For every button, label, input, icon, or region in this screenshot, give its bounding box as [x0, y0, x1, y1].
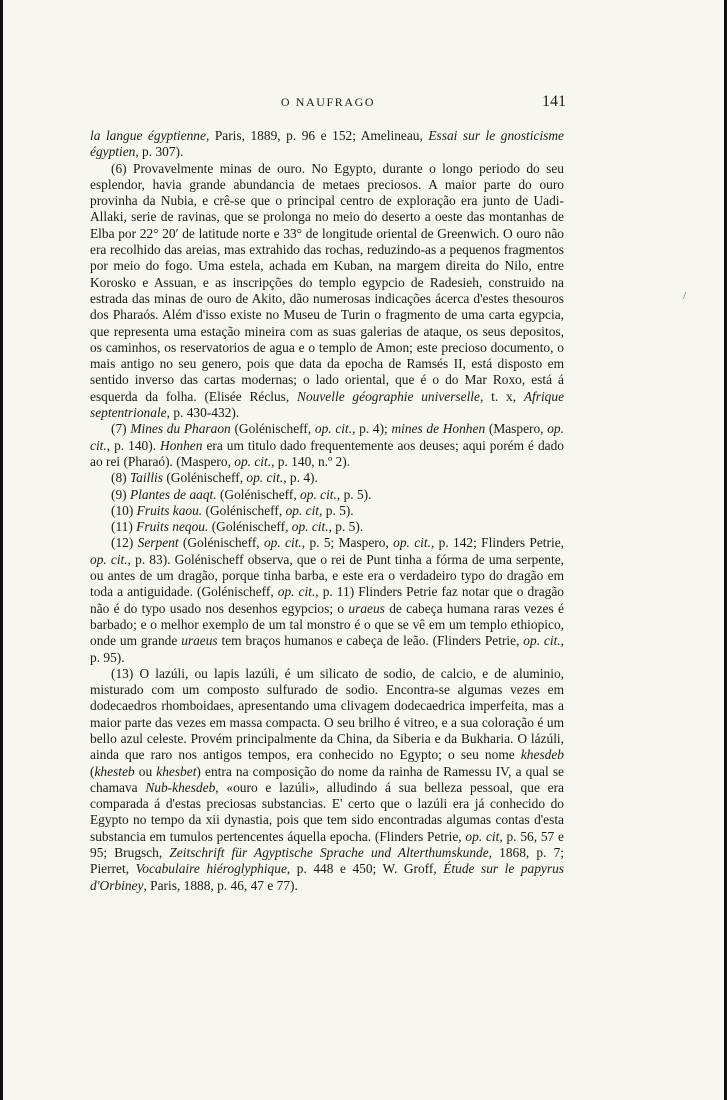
footnote-paragraph — [90, 535, 564, 665]
margin-mark: / — [682, 290, 686, 302]
text-run: (Maspero, — [485, 421, 548, 437]
text-run: (Golénischeff, — [162, 470, 247, 486]
footnote-paragraph — [90, 666, 564, 894]
text-run: , p. 95). — [90, 633, 564, 665]
italic-run: op. cit — [465, 828, 500, 844]
text-run: ou — [134, 763, 157, 779]
text-run: , p. 307). — [135, 144, 184, 160]
text-run: era um titulo dado frequentemente aos deuses; aqui porém é dado ao rei (Pharaó). (Maspero, — [90, 437, 564, 469]
text-run: (11) — [111, 519, 137, 535]
text-run: , p. 5). — [336, 486, 372, 502]
footnote-paragraph — [90, 470, 564, 486]
italic-run: Serpent — [137, 535, 179, 551]
text-run: , «ouro e lazúli», alludindo á sua belleza pessoal, que era comparada á d'estas preciosas substancias. E' certo que o lazúli era já conhecido do Egypto no tempo da xii dynastia, pois que tem sido encontradas algumas contas d'esta substancia em tumulos pertencentes áquella epocha. (Flinders Petrie, — [90, 779, 564, 844]
italic-run: khesdeb — [520, 747, 564, 763]
text-run: , p. 56, 57 e 95; Brugsch, — [90, 828, 564, 861]
italic-run: Nouvelle géographie universelle — [297, 388, 480, 404]
text-run: , p. 140). — [106, 437, 161, 453]
running-header — [90, 93, 566, 113]
text-run: , p. 448 e 450; W. Groff, — [286, 861, 444, 877]
text-run: , p. 5). — [319, 502, 354, 518]
text-run: , p. 5; Maspero, — [301, 535, 394, 551]
text-run: , p. 4); — [352, 421, 392, 437]
footnote-paragraph — [90, 503, 564, 519]
italic-run: khesbet — [156, 763, 197, 779]
italic-run: Nub-khesdeb — [145, 779, 216, 795]
italic-run: op. cit. — [90, 551, 128, 567]
italic-run: op. cit. — [300, 486, 337, 502]
italic-run: khesteb — [94, 763, 135, 779]
footnote-paragraph — [90, 161, 564, 422]
footnote-paragraph — [90, 487, 564, 503]
text-run: (Golénischeff, — [178, 535, 264, 551]
italic-run: op. cit. — [277, 584, 316, 600]
text-run: tem braços humanos e cabeça de leão. (Flinders Petrie, — [217, 633, 524, 649]
text-run: (7) — [111, 421, 131, 437]
text-run: (12) — [111, 535, 138, 551]
italic-run: op. cit. — [523, 633, 561, 649]
italic-run: mines de Honhen — [391, 421, 486, 437]
italic-run: op. cit. — [90, 421, 564, 453]
text-run: (6) Provavelmente minas de ouro. No Egypto, durante o longo periodo do seu esplendor, havia grande abundancia de metaes preciosos. A maior parte do ouro provinha da Nubia, e crê-se que o principal centro de exploração era junto de Uadi-Allaki, serie de ravinas, que se prolonga no meio do deserto a oeste das montanhas de Elba por 22° 20′ de latitude norte e 33° de longitude oriental de Greenwich. O ouro não era recolhido das areias, mas extrahido das rochas, reduzindo-as a pequenos fragmentos por meio do fogo. Uma estela, achada em Kuban, na margem direita do Nilo, entre Korosko e Assuan, e as inscripções do templo egypcio de Radesieh, construido na estrada das minas de ouro de Akito, dão numerosas indicações ácerca d'estes thesouros dos Pharaós. Além d'isso existe no Museu de Turin o fragmento de uma carta egypcia, que representa uma estação mineira com as suas galerias de ataque, os seus depositos, os caminhos, os reservatorios de agua e o templo de Amon; este precioso documento, o mais antigo no seu genero, pois que data da epocha de Ramsés II, está disposto em sentido inverso das cartas modernas; o lado oriental, que é o do Mar Roxo, está á esquerda da folha. (Elisée Réclus, — [90, 160, 564, 404]
text-run: (8) — [111, 470, 130, 486]
italic-run: Zeitschrift für Agyptische Sprache und Alterthumskunde — [169, 845, 489, 861]
text-run: (Golénischeff, — [202, 502, 286, 518]
text-run: ( — [90, 763, 95, 779]
text-run: , p. 5). — [328, 519, 364, 535]
page-number: 141 — [542, 93, 566, 110]
italic-run: Mines du Pharaon — [130, 421, 231, 437]
italic-run: Honhen — [160, 437, 203, 453]
italic-run: uraeus — [348, 600, 385, 616]
text-run: , p. 430-432). — [166, 405, 240, 421]
footnote-paragraph — [90, 128, 564, 161]
text-run: de cabeça humana raras vezes é barbado; e o melhor exemplo de um tal monstro é o que se vê em um templo ethiopico, onde um grande — [90, 600, 564, 649]
italic-run: la langue égyptienne — [90, 128, 206, 143]
text-run: (9) — [111, 486, 130, 502]
text-run: , Paris, 1889, p. 96 e 152; Amelineau, — [205, 128, 429, 143]
footnotes-body — [90, 128, 564, 894]
text-run: (Golénischeff, — [230, 421, 315, 437]
italic-run: Taillis — [129, 470, 163, 486]
text-run: ) entra na composição do nome da rainha de Ramessu IV, a qual se chamava — [90, 763, 564, 795]
italic-run: Afrique septentrionale — [90, 388, 565, 421]
text-run: , 1868, p. 7; Pierret, — [90, 845, 564, 877]
italic-run: Fruits kaou. — [136, 502, 203, 518]
italic-run: op. cit. — [291, 519, 329, 535]
italic-run: Fruits neqou. — [136, 519, 209, 535]
text-run: , p. 140, n.º 2). — [271, 453, 351, 469]
italic-run: Étude sur le papyrus d'Orbiney — [90, 861, 564, 893]
text-run: , p. 142; Flinders Petrie, — [430, 535, 564, 551]
italic-run: op. cit. — [314, 421, 353, 437]
italic-run: Essai sur le gnosticisme égyptien — [90, 128, 564, 160]
text-run: (10) — [111, 502, 137, 518]
text-run: , p. 4). — [283, 470, 318, 486]
text-run: , p. 11) Flinders Petrie faz notar que o dragão não é do typo usado nos desenhos egypcios; o — [90, 584, 564, 616]
italic-run: op. cit. — [246, 470, 284, 486]
italic-run: op. cit — [285, 502, 320, 518]
italic-run: Plantes de aaqt. — [129, 486, 217, 502]
text-run: , t. x, — [479, 388, 524, 404]
footnote-paragraph — [90, 421, 564, 470]
italic-run: Vocabulaire hiéroglyphique — [135, 861, 287, 877]
text-run: , Paris, 1888, p. 46, 47 e 77). — [143, 877, 298, 893]
text-run: , p. 83). Golénischeff observa, que o rei de Punt tinha a fórma de uma serpente, ou antes de um dragão, porque tinha barba, e este era o verdadeiro typo do dragão em toda a antiguidade. (Golénischeff, — [90, 551, 564, 600]
italic-run: op. cit. — [234, 453, 272, 469]
italic-run: op. cit. — [263, 535, 302, 551]
text-run: (Golénischeff, — [208, 519, 292, 535]
footnote-paragraph — [90, 519, 564, 535]
text-run: (Golénischeff, — [216, 486, 301, 502]
text-run: (13) O lazúli, ou lapis lazúli, é um silicato de sodio, de calcio, e de aluminio, misturado com um composto sulfurado de sodio. Encontra-se algumas vezes em dodecaedros rhomboidaes, apresentando uma clivagem dodecaedrica imperfeita, mas a maior parte das vezes em massa compacta. O seu brilho é vitreo, e a sua coloração é um bello azul celeste. Provém principalmente da China, da Siberia e da Bukharia. O lázúli, ainda que raro nos antigos tempos, era conhecido no Egypto; o seu nome — [90, 665, 564, 763]
italic-run: op. cit. — [393, 535, 431, 551]
running-title: O NAUFRAGO — [280, 95, 376, 109]
italic-run: uraeus — [181, 633, 218, 649]
